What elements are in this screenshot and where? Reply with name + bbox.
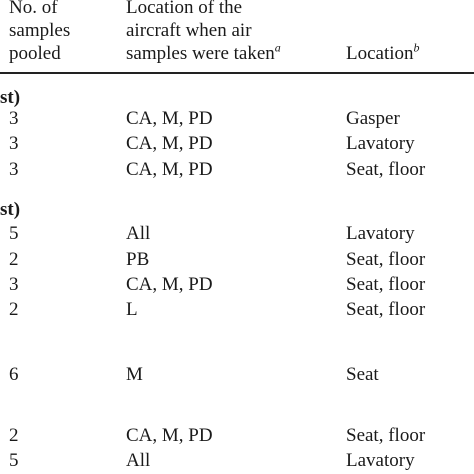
- row-location: Lavatory: [346, 450, 415, 471]
- row-aircraft: CA, M, PD: [126, 425, 213, 446]
- row-pooled: 3: [9, 274, 19, 295]
- group-1-label: st): [0, 87, 21, 108]
- row-pooled: 5: [9, 450, 19, 471]
- row-aircraft: M: [126, 364, 143, 385]
- footnote-a-marker: a: [274, 40, 281, 55]
- row-pooled: 5: [9, 223, 19, 244]
- row-aircraft: All: [126, 450, 151, 471]
- header-aircraft-line3-text: samples were taken: [126, 43, 275, 64]
- row-pooled: 2: [9, 249, 19, 270]
- row-pooled: 2: [9, 299, 19, 320]
- row-location: Seat, floor: [346, 249, 426, 270]
- row-location: Lavatory: [346, 223, 415, 244]
- row-pooled: 3: [9, 133, 19, 154]
- row-aircraft: CA, M, PD: [126, 133, 213, 154]
- row-aircraft: CA, M, PD: [126, 159, 213, 180]
- row-location: Lavatory: [346, 133, 415, 154]
- row-location: Gasper: [346, 108, 400, 129]
- row-aircraft: PB: [126, 249, 150, 270]
- header-aircraft-line3: [126, 40, 281, 65]
- header-aircraft-line2: aircraft when air: [126, 20, 252, 41]
- header-location-text: Location: [346, 43, 414, 64]
- row-aircraft: CA, M, PD: [126, 108, 213, 129]
- group-2-label: st): [0, 199, 21, 220]
- row-pooled: 6: [9, 364, 19, 385]
- row-location: Seat, floor: [346, 159, 426, 180]
- header-pooled-line3: pooled: [9, 43, 61, 64]
- header-location: [346, 40, 420, 65]
- row-location: Seat, floor: [346, 274, 426, 295]
- row-location: Seat, floor: [346, 425, 426, 446]
- row-pooled: 3: [9, 108, 19, 129]
- row-aircraft: All: [126, 223, 151, 244]
- header-pooled-line1: No. of: [9, 0, 58, 18]
- row-aircraft: L: [126, 299, 138, 320]
- row-location: Seat: [346, 364, 379, 385]
- footnote-b-marker: b: [413, 40, 420, 55]
- row-pooled: 2: [9, 425, 19, 446]
- row-aircraft: CA, M, PD: [126, 274, 213, 295]
- header-aircraft-line1: Location of the: [126, 0, 243, 18]
- row-location: Seat, floor: [346, 299, 426, 320]
- header-pooled-line2: samples: [9, 20, 71, 41]
- header-rule: [0, 72, 474, 74]
- row-pooled: 3: [9, 159, 19, 180]
